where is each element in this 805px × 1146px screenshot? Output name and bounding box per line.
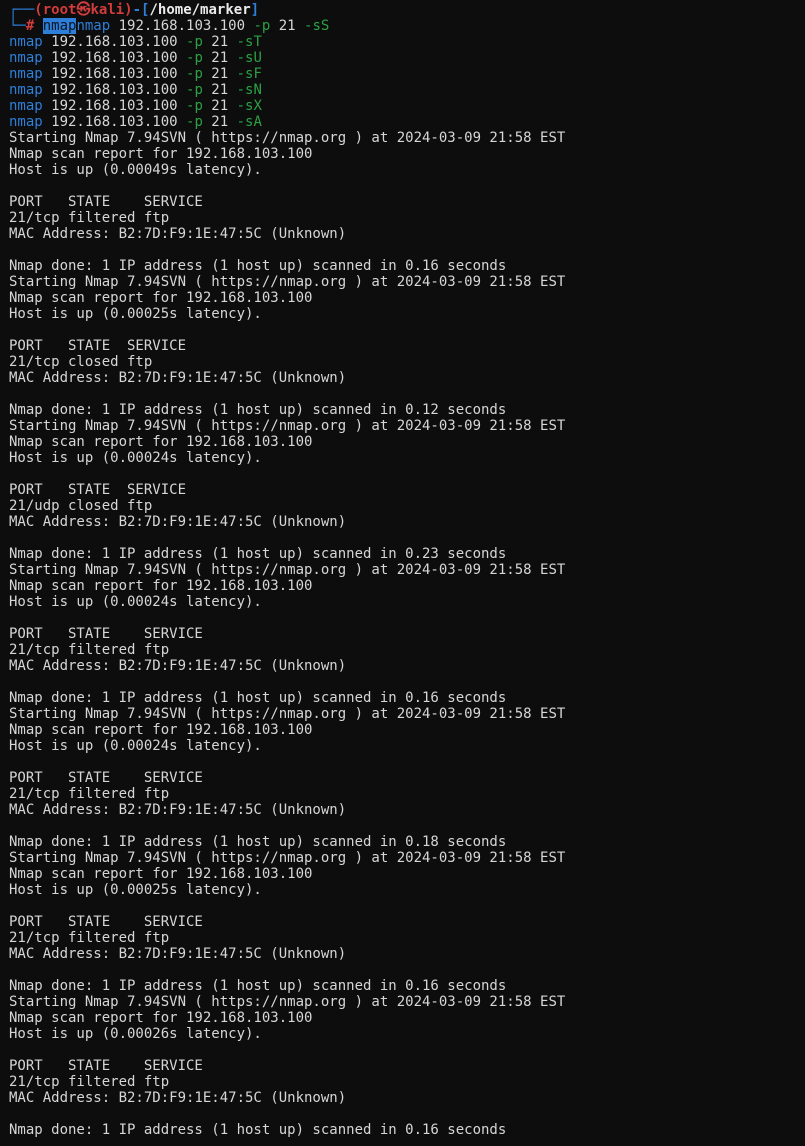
command-target-ip: 192.168.103.100 [42,114,187,130]
nmap-done-line: Nmap done: 1 IP address (1 host up) scanned in 0.18 seconds [9,834,507,850]
command-target-ip: 192.168.103.100 [42,98,187,114]
command-port-arg: 21 [202,82,237,98]
command-option-scan-type: -sN [236,82,262,98]
prompt-bracket-close: ] [250,2,260,18]
command-option-scan-type: -sA [236,114,262,130]
host-latency-line: Host is up (0.00049s latency). [9,162,262,178]
prompt-cwd: /home/marker [149,2,251,18]
port-table-header: PORT STATE SERVICE [9,626,203,642]
command-option-scan-type: -sS [304,18,330,34]
command-option-p: -p [186,98,203,114]
nmap-done-line: Nmap done: 1 IP address (1 host up) scanned in 0.12 seconds [9,402,507,418]
port-table-header: PORT STATE SERVICE [9,482,187,498]
scan-report-line: Nmap scan report for 192.168.103.100 [9,1010,313,1026]
port-state-line: 21/tcp filtered ftp [9,930,170,946]
command-port-arg: 21 [202,66,237,82]
port-table-header: PORT STATE SERVICE [9,770,203,786]
command-target-ip: 192.168.103.100 [42,34,187,50]
blank-line [9,530,805,546]
blank-line [9,1042,805,1058]
port-table-header: PORT STATE SERVICE [9,194,203,210]
nmap-starting-line: Starting Nmap 7.94SVN ( https://nmap.org ) at 2024-03-09 21:58 EST [9,418,566,434]
command-port-arg: 21 [270,18,305,34]
scan-output-block [9,850,805,994]
command-line [9,114,805,130]
blank-line [9,962,805,978]
nmap-done-line: Nmap done: 1 IP address (1 host up) scanned in 0.16 seconds [9,978,507,994]
port-table-header: PORT STATE SERVICE [9,914,203,930]
port-state-line: 21/tcp filtered ftp [9,642,170,658]
command-target-ip: 192.168.103.100 [42,82,187,98]
host-latency-line: Host is up (0.00024s latency). [9,450,262,466]
command-option-p: -p [186,50,203,66]
command-target-ip: 192.168.103.100 [42,66,187,82]
scan-report-line: Nmap scan report for 192.168.103.100 [9,722,313,738]
blank-line [9,1106,805,1122]
scan-report-line: Nmap scan report for 192.168.103.100 [9,434,313,450]
command-token: nmap [9,82,43,98]
command-line [9,34,805,50]
command-line [9,82,805,98]
blank-line [9,898,805,914]
command-target-ip: 192.168.103.100 [42,50,187,66]
command-token: nmap [76,18,111,34]
command-line [9,98,805,114]
prompt-dash: - [132,2,142,18]
nmap-done-line: Nmap done: 1 IP address (1 host up) scanned in 0.16 seconds [9,690,507,706]
prompt-frame [9,18,43,34]
command-port-arg: 21 [202,98,237,114]
port-state-line: 21/udp closed ftp [9,498,153,514]
pasted-command-lines [9,34,805,130]
nmap-done-line: Nmap done: 1 IP address (1 host up) scanned in 0.16 seconds [9,1122,507,1138]
prompt-line-top [9,2,805,18]
prompt-frame-top: ┌── [9,2,35,18]
blank-line [9,754,805,770]
mac-address-line: MAC Address: B2:7D:F9:1E:47:5C (Unknown) [9,802,347,818]
command-input-line [9,18,805,34]
blank-line [9,386,805,402]
host-latency-line: Host is up (0.00025s latency). [9,882,262,898]
command-option-scan-type: -sX [236,98,262,114]
mac-address-line: MAC Address: B2:7D:F9:1E:47:5C (Unknown) [9,514,347,530]
command-line [9,50,805,66]
blank-line [9,466,805,482]
scan-output-block [9,562,805,706]
command-token: nmap [9,50,43,66]
mac-address-line: MAC Address: B2:7D:F9:1E:47:5C (Unknown) [9,226,347,242]
nmap-starting-line: Starting Nmap 7.94SVN ( https://nmap.org ) at 2024-03-09 21:58 EST [9,706,566,722]
mac-address-line: MAC Address: B2:7D:F9:1E:47:5C (Unknown) [9,658,347,674]
nmap-starting-line: Starting Nmap 7.94SVN ( https://nmap.org ) at 2024-03-09 21:58 EST [9,562,566,578]
command-token: nmap [9,66,43,82]
blank-line [9,818,805,834]
command-option-p: -p [186,82,203,98]
nmap-starting-line: Starting Nmap 7.94SVN ( https://nmap.org ) at 2024-03-09 21:58 EST [9,994,566,1010]
prompt-paren-close: ) [124,2,133,18]
scan-output-block [9,130,805,274]
command-option-scan-type: -sU [236,50,262,66]
prompt-frame-bottom: └─ [9,18,26,34]
scan-output-area [9,130,805,1138]
port-state-line: 21/tcp filtered ftp [9,786,170,802]
nmap-starting-line: Starting Nmap 7.94SVN ( https://nmap.org ) at 2024-03-09 21:58 EST [9,850,566,866]
autocomplete-highlight: nmap [42,18,77,34]
command-option-scan-type: -sT [236,34,262,50]
mac-address-line: MAC Address: B2:7D:F9:1E:47:5C (Unknown) [9,1090,347,1106]
prompt-user-host: root㉿kali [42,2,125,18]
command-option-p: -p [186,66,203,82]
port-table-header: PORT STATE SERVICE [9,1058,203,1074]
blank-line [9,610,805,626]
port-state-line: 21/tcp filtered ftp [9,210,170,226]
host-latency-line: Host is up (0.00024s latency). [9,594,262,610]
host-latency-line: Host is up (0.00026s latency). [9,1026,262,1042]
command-option-p: -p [186,114,203,130]
blank-line [9,242,805,258]
scan-output-block [9,706,805,850]
prompt-bracket-open: [ [141,2,150,18]
mac-address-line: MAC Address: B2:7D:F9:1E:47:5C (Unknown) [9,946,347,962]
host-latency-line: Host is up (0.00024s latency). [9,738,262,754]
command-token: nmap [9,114,43,130]
command-line [9,66,805,82]
scan-report-line: Nmap scan report for 192.168.103.100 [9,578,313,594]
scan-report-line: Nmap scan report for 192.168.103.100 [9,290,313,306]
command-option-p: -p [186,34,203,50]
nmap-starting-line: Starting Nmap 7.94SVN ( https://nmap.org ) at 2024-03-09 21:58 EST [9,274,566,290]
blank-line [9,674,805,690]
scan-output-block [9,994,805,1138]
scan-report-line: Nmap scan report for 192.168.103.100 [9,866,313,882]
blank-line [9,322,805,338]
command-option-scan-type: -sF [236,66,262,82]
nmap-done-line: Nmap done: 1 IP address (1 host up) scanned in 0.16 seconds [9,258,507,274]
blank-line [9,178,805,194]
port-state-line: 21/tcp closed ftp [9,354,153,370]
command-port-arg: 21 [202,34,237,50]
host-latency-line: Host is up (0.00025s latency). [9,306,262,322]
port-state-line: 21/tcp filtered ftp [9,1074,170,1090]
prompt-root-symbol: # [25,18,35,34]
mac-address-line: MAC Address: B2:7D:F9:1E:47:5C (Unknown) [9,370,347,386]
command-port-arg: 21 [202,50,237,66]
scan-output-block [9,274,805,418]
prompt-space [34,18,42,34]
port-table-header: PORT STATE SERVICE [9,338,187,354]
prompt-paren-open: ( [34,2,43,18]
command-token: nmap [9,34,43,50]
command-token: nmap [9,98,43,114]
nmap-done-line: Nmap done: 1 IP address (1 host up) scanned in 0.23 seconds [9,546,507,562]
command-option-p: -p [253,18,271,34]
command-port-arg: 21 [202,114,237,130]
scan-report-line: Nmap scan report for 192.168.103.100 [9,146,313,162]
command-target-ip: 192.168.103.100 [110,18,254,34]
nmap-starting-line: Starting Nmap 7.94SVN ( https://nmap.org ) at 2024-03-09 21:58 EST [9,130,566,146]
scan-output-block [9,418,805,562]
